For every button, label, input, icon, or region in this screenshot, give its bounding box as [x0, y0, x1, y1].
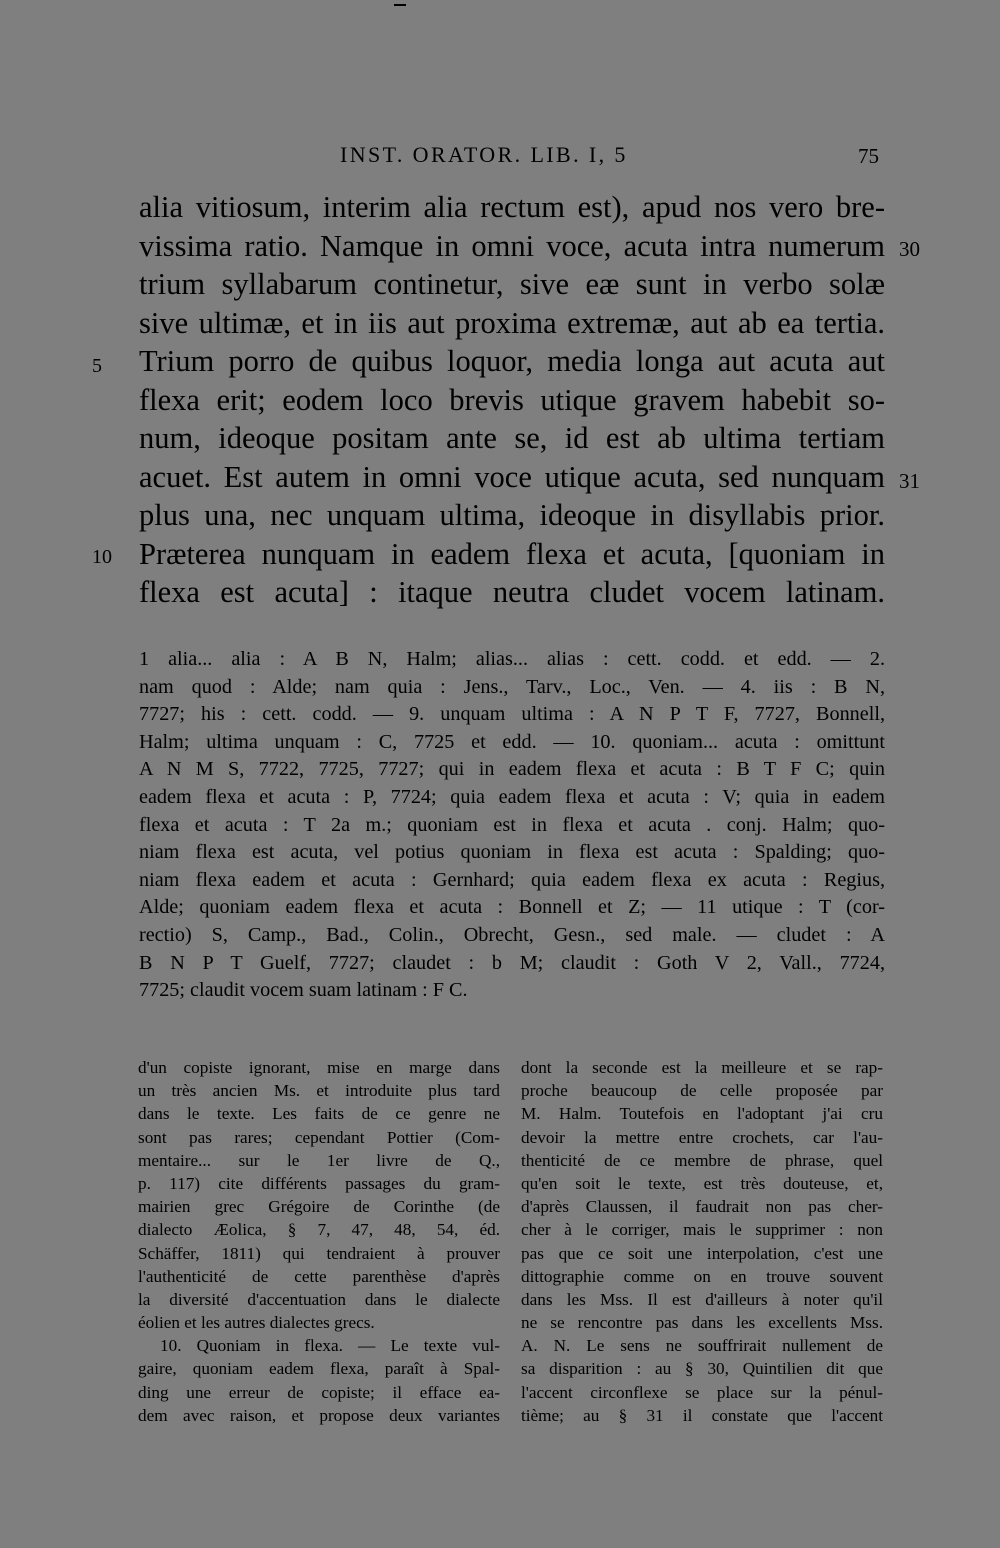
- main-text-line: acuet. Est autem in omni voce utique acuta, sed nunquam: [139, 459, 885, 494]
- apparatus-line: A N M S, 7722, 7725, 7727; qui in eadem flexa et acuta : B T F C; quin: [139, 758, 885, 781]
- note-line: tième; au § 31 il constate que l'accent: [521, 1405, 883, 1425]
- line-number-5: 5: [92, 355, 102, 377]
- note-line: A. N. Le sens ne souffrirait nullement de: [521, 1336, 883, 1356]
- running-header: [0, 140, 1000, 174]
- note-line: M. Halm. Toutefois en l'adoptant j'ai cru: [521, 1104, 883, 1124]
- note-line: ding une erreur de copiste; il efface ea-: [138, 1382, 500, 1402]
- apparatus-line: rectio) S, Camp., Bad., Colin., Obrecht, Gesn., sed male. — cludet : A: [139, 923, 885, 946]
- apparatus-line: 7727; his : cett. codd. — 9. unquam ultima : A N P T F, 7727, Bonnell,: [139, 703, 885, 726]
- note-line: p. 117) cite différents passages du gram-: [138, 1173, 500, 1193]
- apparatus-line: flexa et acuta : T 2a m.; quoniam est in flexa et acuta . conj. Halm; quo-: [139, 813, 885, 836]
- main-text-line: sive ultimæ, et in iis aut proxima extremæ, aut ab ea tertia.: [139, 305, 885, 340]
- note-line: d'après Claussen, il faudrait non pas cher-: [521, 1197, 883, 1217]
- note-line: pas que ce soit une interpolation, c'est une: [521, 1243, 883, 1263]
- section-number-31: 31: [899, 469, 920, 493]
- note-line: dialecto Æolica, § 7, 47, 48, 54, éd.: [138, 1220, 500, 1240]
- note-line: un très ancien Ms. et introduite plus tard: [138, 1081, 500, 1101]
- note-line: dans les Mss. Il est d'ailleurs à noter qu'il: [521, 1289, 883, 1309]
- note-line: éolien et les autres dialectes grecs.: [138, 1313, 375, 1333]
- note-line: mentaire... sur le 1er livre de Q.,: [138, 1150, 500, 1170]
- main-text-line: plus una, nec unquam ultima, ideoque in disyllabis prior.: [139, 498, 885, 532]
- note-line: gaire, quoniam eadem flexa, paraît à Spal-: [138, 1359, 500, 1379]
- note-line: dont la seconde est la meilleure et se rap-: [521, 1058, 883, 1077]
- note-line: devoir la mettre entre crochets, car l'au-: [521, 1127, 883, 1147]
- note-line: sa disparition : au § 30, Quintilien dit que: [521, 1359, 883, 1379]
- section-number-30: 30: [899, 237, 920, 261]
- note-line: d'un copiste ignorant, mise en marge dans: [138, 1058, 500, 1077]
- note-line: la diversité d'accentuation dans le dialecte: [138, 1289, 500, 1309]
- critical-apparatus: [139, 646, 885, 1005]
- notes-right-column: [521, 1056, 883, 1427]
- top-mark: [394, 4, 406, 6]
- note-line: dans le texte. Les faits de ce genre ne: [138, 1104, 500, 1124]
- note-line: dittographie comme on en trouve souvent: [521, 1266, 883, 1286]
- apparatus-line: 1 alia... alia : A B N, Halm; alias... alias : cett. codd. et edd. — 2.: [139, 648, 885, 670]
- page-number: 75: [858, 144, 879, 168]
- note-line: ne se rencontre pas dans les excellents Mss.: [521, 1313, 883, 1333]
- apparatus-line: niam flexa est acuta, vel potius quoniam in flexa est acuta : Spalding; quo-: [139, 841, 885, 864]
- main-text-line: num, ideoque positam ante se, id est ab ultima tertiam: [139, 421, 885, 455]
- apparatus-line: eadem flexa et acuta : P, 7724; quia eadem flexa et acuta : V; quia in eadem: [139, 785, 885, 808]
- main-text-line: alia vitiosum, interim alia rectum est), apud nos vero bre-: [139, 190, 885, 224]
- note-line: cher à le corriger, mais le supprimer : non: [521, 1220, 883, 1240]
- note-line: qu'en soit le texte, est très douteuse, et,: [521, 1173, 883, 1193]
- apparatus-line: Alde; quoniam eadem flexa et acuta : Bonnell et Z; — 11 utique : T (cor-: [139, 896, 885, 919]
- main-text: [139, 188, 885, 612]
- note-line: 10. Quoniam in flexa. — Le texte vul-: [160, 1336, 500, 1356]
- apparatus-line: Halm; ultima unquam : C, 7725 et edd. — 10. quoniam... acuta : omittunt: [139, 730, 885, 753]
- note-line: sont pas rares; cependant Pottier (Com-: [138, 1127, 500, 1147]
- running-title: INST. ORATOR. LIB. I, 5: [340, 142, 628, 167]
- main-text-line: vissima ratio. Namque in omni voce, acuta intra numerum: [139, 228, 885, 263]
- note-line: mairien grec Grégoire de Corinthe (de: [138, 1197, 500, 1217]
- note-line: l'accent circonflexe se place sur la pénul-: [521, 1382, 883, 1402]
- note-line: l'authenticité de cette parenthèse d'après: [138, 1266, 500, 1286]
- main-text-line: Præterea nunquam in eadem flexa et acuta, [quoniam in: [139, 536, 885, 571]
- main-text-line: flexa erit; eodem loco brevis utique gravem habebit so-: [139, 382, 885, 417]
- apparatus-line: nam quod : Alde; nam quia : Jens., Tarv., Loc., Ven. — 4. iis : B N,: [139, 675, 885, 698]
- apparatus-line: B N P T Guelf, 7727; claudet : b M; claudit : Goth V 2, Vall., 7724,: [139, 951, 885, 974]
- main-text-line: Trium porro de quibus loquor, media longa aut acuta aut: [139, 344, 885, 378]
- note-line: Schäffer, 1811) qui tendraient à prouver: [138, 1243, 500, 1263]
- line-number-10: 10: [92, 546, 112, 568]
- apparatus-line: 7725; claudit vocem suam latinam : F C.: [139, 979, 468, 1002]
- note-line: dem avec raison, et propose deux variantes: [138, 1405, 500, 1425]
- notes-left-column: [138, 1056, 500, 1427]
- main-text-line: trium syllabarum continetur, sive eæ sunt in verbo solæ: [139, 267, 885, 301]
- apparatus-line: niam flexa eadem et acuta : Gernhard; quia eadem flexa ex acuta : Regius,: [139, 868, 885, 891]
- note-line: proche beaucoup de celle proposée par: [521, 1081, 883, 1101]
- note-line: thenticité de ce membre de phrase, quel: [521, 1150, 883, 1170]
- main-text-line: flexa est acuta] : itaque neutra cludet vocem latinam.: [139, 575, 885, 609]
